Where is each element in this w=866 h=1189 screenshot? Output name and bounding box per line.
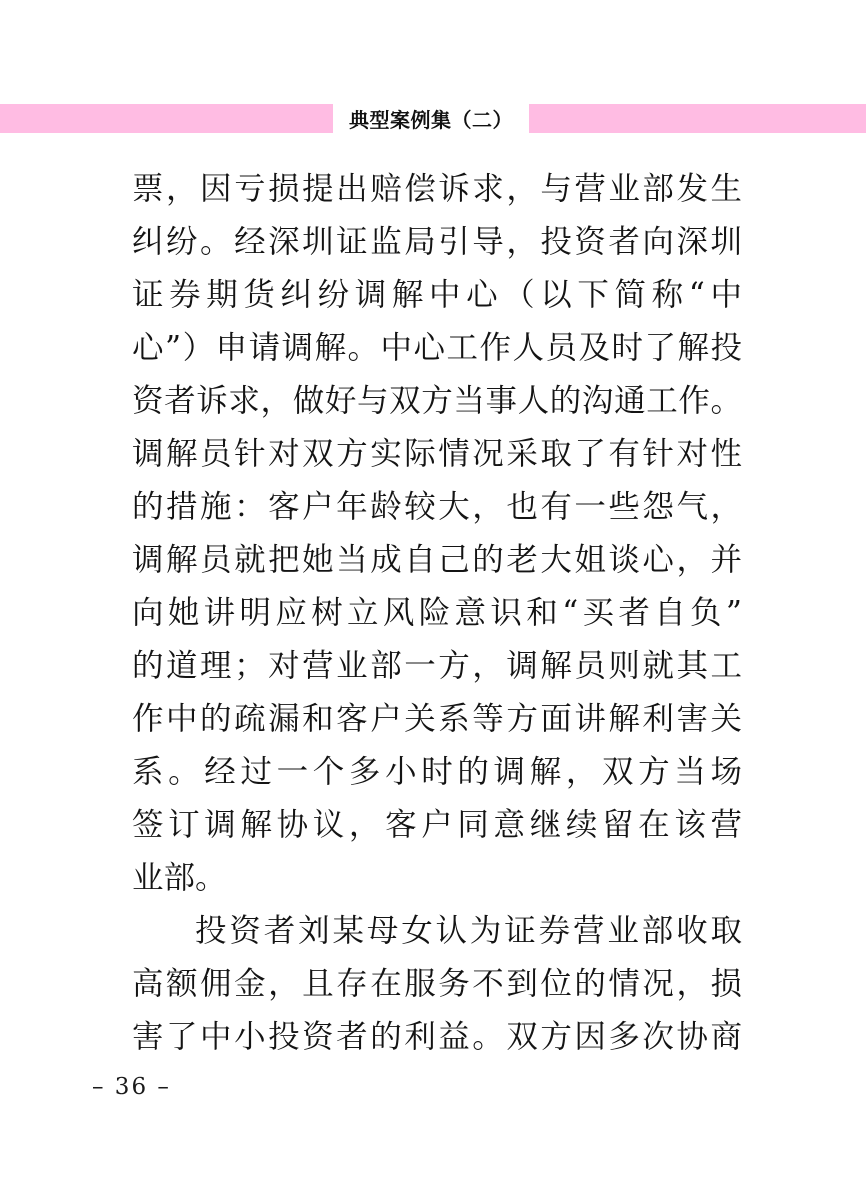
text-line: 心”）申请调解。中心工作人员及时了解投 (132, 330, 742, 366)
text-line: 作中的疏漏和客户关系等方面讲解利害关 (132, 701, 742, 737)
text-line: 向她讲明应树立风险意识和“买者自负” (132, 595, 742, 631)
text-line: 高额佣金，且存在服务不到位的情况，损 (132, 966, 742, 1002)
text-line: 调解员针对双方实际情况采取了有针对性 (132, 436, 742, 472)
text-line: 的措施：客户年龄较大，也有一些怨气， (132, 489, 742, 525)
header-bar-right (529, 104, 866, 133)
text-line: 系。经过一个多小时的调解，双方当场 (132, 754, 742, 790)
text-line: 纠纷。经深圳证监局引导，投资者向深圳 (132, 224, 742, 260)
text-line: 签订调解协议，客户同意继续留在该营 (132, 807, 742, 843)
page-header (0, 104, 866, 133)
text-line: 调解员就把她当成自己的老大姐谈心，并 (132, 542, 742, 578)
text-line-paragraph-end: 业部。 (132, 860, 227, 896)
header-bar-left (0, 104, 333, 133)
text-line: 的道理；对营业部一方，调解员则就其工 (132, 648, 742, 684)
page-header-title: 典型案例集（二） (349, 108, 513, 132)
page-number (92, 1072, 171, 1102)
text-line-paragraph-start: 投资者刘某母女认为证券营业部收取 (195, 913, 742, 949)
body-text-block (132, 163, 742, 1064)
text-line: 票，因亏损提出赔偿诉求，与营业部发生 (132, 171, 742, 207)
page-number-text: – 36 – (92, 1074, 171, 1100)
text-line: 害了中小投资者的利益。双方因多次协商 (132, 1019, 742, 1055)
text-line: 证券期货纠纷调解中心（以下简称“中 (132, 277, 742, 313)
text-line: 资者诉求，做好与双方当事人的沟通工作。 (132, 383, 742, 419)
